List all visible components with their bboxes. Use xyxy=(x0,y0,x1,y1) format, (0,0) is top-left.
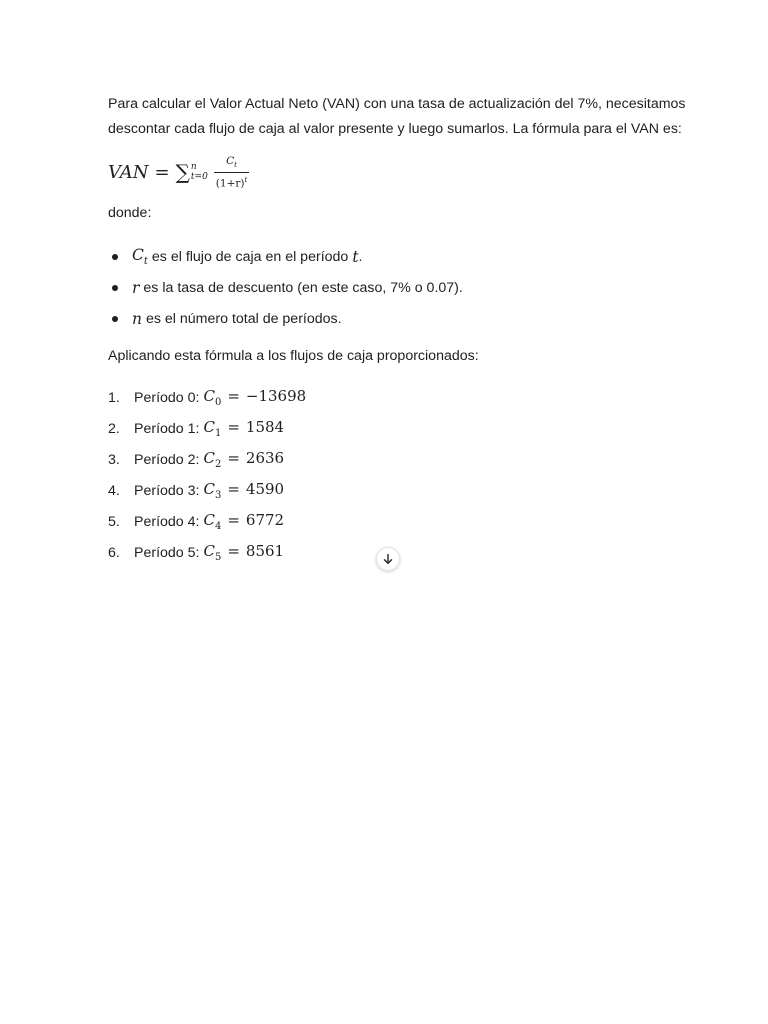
fraction-numerator: $C_t$ xyxy=(226,154,237,169)
list-item xyxy=(108,303,668,334)
period-label: Período 4: xyxy=(134,513,200,530)
definition-tail: . xyxy=(358,248,363,265)
sum-limits xyxy=(191,162,208,182)
formula-fraction xyxy=(214,155,250,190)
scroll-to-bottom-button[interactable] xyxy=(376,547,400,571)
period-label: Período 0: xyxy=(134,389,200,406)
bullet-dot xyxy=(112,316,118,322)
list-item xyxy=(108,506,508,537)
list-number: 2. xyxy=(108,420,120,437)
definition-tail-symbol: t xyxy=(352,247,359,266)
list-number: 1. xyxy=(108,389,120,406)
list-number: 3. xyxy=(108,451,120,468)
sum-symbol: ∑ xyxy=(175,160,190,184)
definition-symbol: $C_t$ xyxy=(132,245,148,268)
period-label: Período 5: xyxy=(134,544,200,561)
period-equation: $C_3 = 4590$ xyxy=(203,480,285,501)
period-equation: $C_0 = -13698$ xyxy=(203,387,307,408)
list-item xyxy=(108,444,508,475)
definition-text: es la tasa de descuento (en este caso, 7% o 0.07). xyxy=(143,279,463,296)
list-number: 4. xyxy=(108,482,120,499)
list-item xyxy=(108,272,668,303)
list-item xyxy=(108,537,508,568)
definition-symbol: r xyxy=(132,278,140,297)
bullet-dot xyxy=(112,254,118,260)
list-item xyxy=(108,413,508,444)
fraction-denominator: $(1+r)^t$ xyxy=(215,175,248,190)
period-equation: $C_5 = 8561$ xyxy=(203,542,285,563)
list-item xyxy=(108,475,508,506)
sum-lower-limit: t=0 xyxy=(190,172,208,182)
period-equation: $C_2 = 2636$ xyxy=(203,449,285,470)
sum-upper-limit: n xyxy=(190,162,197,172)
applying-text: Aplicando esta fórmula a los flujos de caja proporcionados: xyxy=(108,348,479,364)
list-item xyxy=(108,241,668,272)
van-formula xyxy=(108,156,249,188)
bullet-dot xyxy=(112,285,118,291)
period-equation: $C_4 = 6772$ xyxy=(203,511,285,532)
period-label: Período 2: xyxy=(134,451,200,468)
period-label: Período 3: xyxy=(134,482,200,499)
donde-label: donde: xyxy=(108,205,152,221)
formula-equals: = xyxy=(154,161,170,183)
period-equation: $C_1 = 1584$ xyxy=(203,418,285,439)
list-number: 6. xyxy=(108,544,120,561)
periods-list xyxy=(108,382,508,568)
definition-text: es el flujo de caja en el período xyxy=(151,248,349,265)
intro-line-2: descontar cada flujo de caja al valor presente y luego sumarlos. La fórmula para el VAN es: xyxy=(108,121,682,137)
definition-text: es el número total de períodos. xyxy=(145,310,342,327)
arrow-down-icon xyxy=(382,553,394,565)
list-item xyxy=(108,382,508,413)
formula-lhs: VAN xyxy=(108,161,149,183)
list-number: 5. xyxy=(108,513,120,530)
period-label: Período 1: xyxy=(134,420,200,437)
intro-line-1: Para calcular el Valor Actual Neto (VAN) con una tasa de actualización del 7%, necesitamos xyxy=(108,96,686,112)
definition-symbol: n xyxy=(132,309,142,328)
fraction-bar xyxy=(214,172,250,173)
definitions-list xyxy=(108,241,668,334)
